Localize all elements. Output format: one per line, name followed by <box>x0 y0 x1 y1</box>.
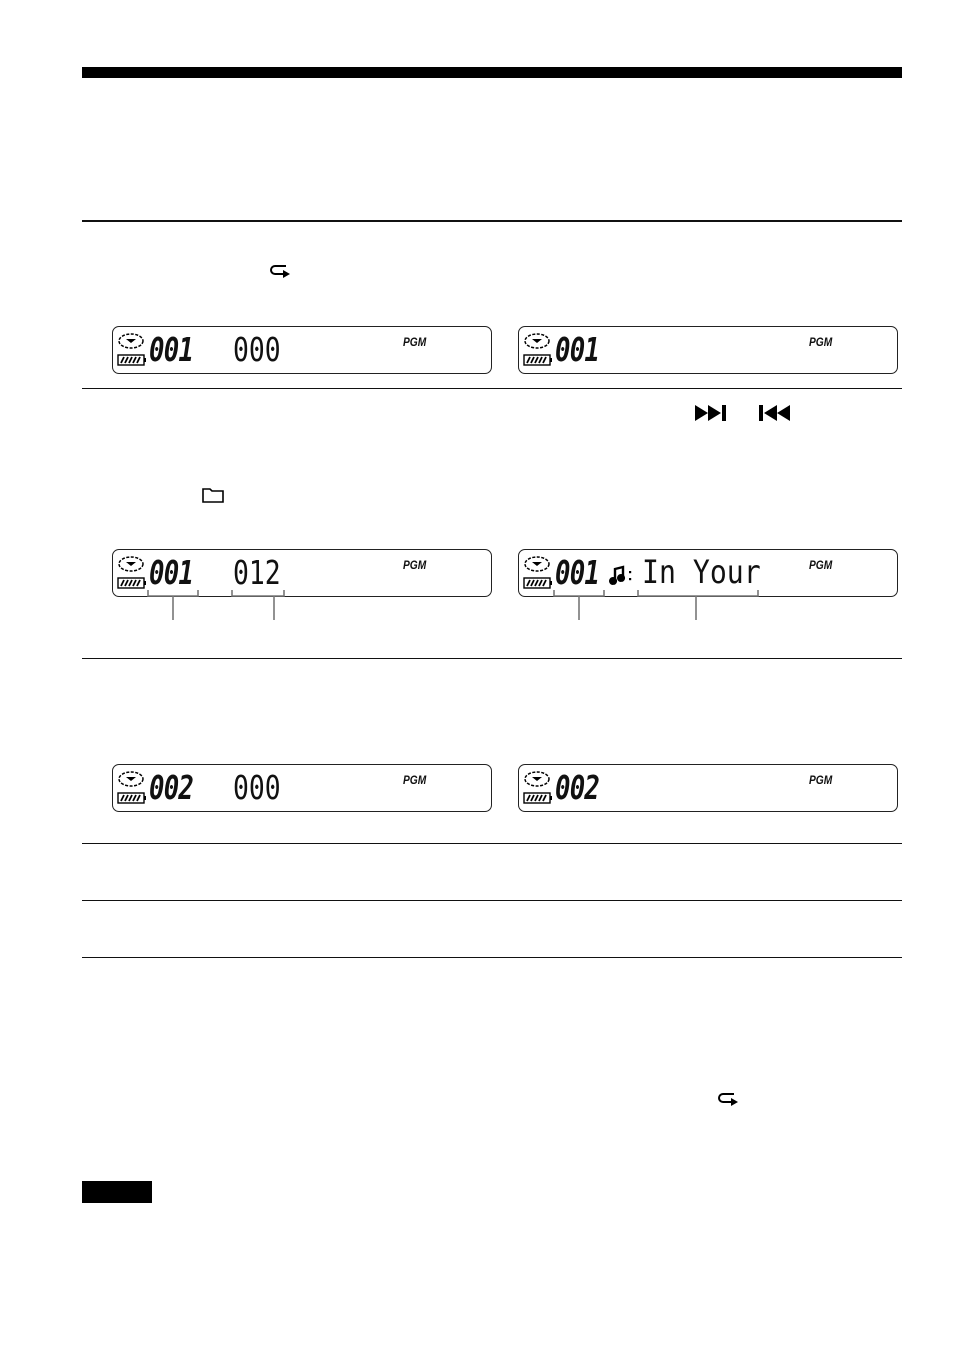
track-number: 001 <box>149 330 194 369</box>
track-number: 001 <box>555 553 600 592</box>
track-number: 002 <box>149 768 194 807</box>
repeat-arrow-icon <box>718 1092 740 1108</box>
section-rule <box>82 843 902 844</box>
lcd-value: 000 <box>233 330 281 369</box>
battery-icon <box>117 354 147 366</box>
pgm-indicator: PGM <box>403 335 427 349</box>
disc-icon <box>117 332 145 350</box>
section-rule <box>82 900 902 901</box>
lcd-display <box>112 326 492 374</box>
callout-brackets <box>546 588 766 624</box>
section-rule <box>82 658 902 659</box>
callout-brackets <box>140 588 300 624</box>
pgm-indicator: PGM <box>809 335 833 349</box>
lcd-display <box>518 764 898 812</box>
header-bar <box>82 67 902 78</box>
lcd-value: 012 <box>233 553 281 592</box>
section-rule <box>82 388 902 389</box>
disc-icon <box>523 770 551 788</box>
section-rule <box>82 220 902 222</box>
pgm-indicator: PGM <box>403 773 427 787</box>
pgm-indicator: PGM <box>809 558 833 572</box>
lcd-value: In Your <box>642 553 761 591</box>
disc-icon <box>523 555 551 573</box>
repeat-arrow-icon <box>270 264 292 280</box>
battery-icon <box>523 354 553 366</box>
disc-icon <box>117 555 145 573</box>
folder-icon <box>202 487 224 503</box>
lcd-display <box>112 764 492 812</box>
track-number: 001 <box>149 553 194 592</box>
pgm-indicator: PGM <box>403 558 427 572</box>
music-note-icon <box>609 564 635 586</box>
track-number: 001 <box>555 330 600 369</box>
track-number: 002 <box>555 768 600 807</box>
section-rule <box>82 957 902 958</box>
note-label-box <box>82 1181 152 1203</box>
previous-track-icon <box>758 404 798 422</box>
lcd-display <box>518 326 898 374</box>
next-track-icon <box>694 404 734 422</box>
battery-icon <box>117 792 147 804</box>
pgm-indicator: PGM <box>809 773 833 787</box>
lcd-value: 000 <box>233 768 281 807</box>
disc-icon <box>523 332 551 350</box>
disc-icon <box>117 770 145 788</box>
battery-icon <box>523 792 553 804</box>
